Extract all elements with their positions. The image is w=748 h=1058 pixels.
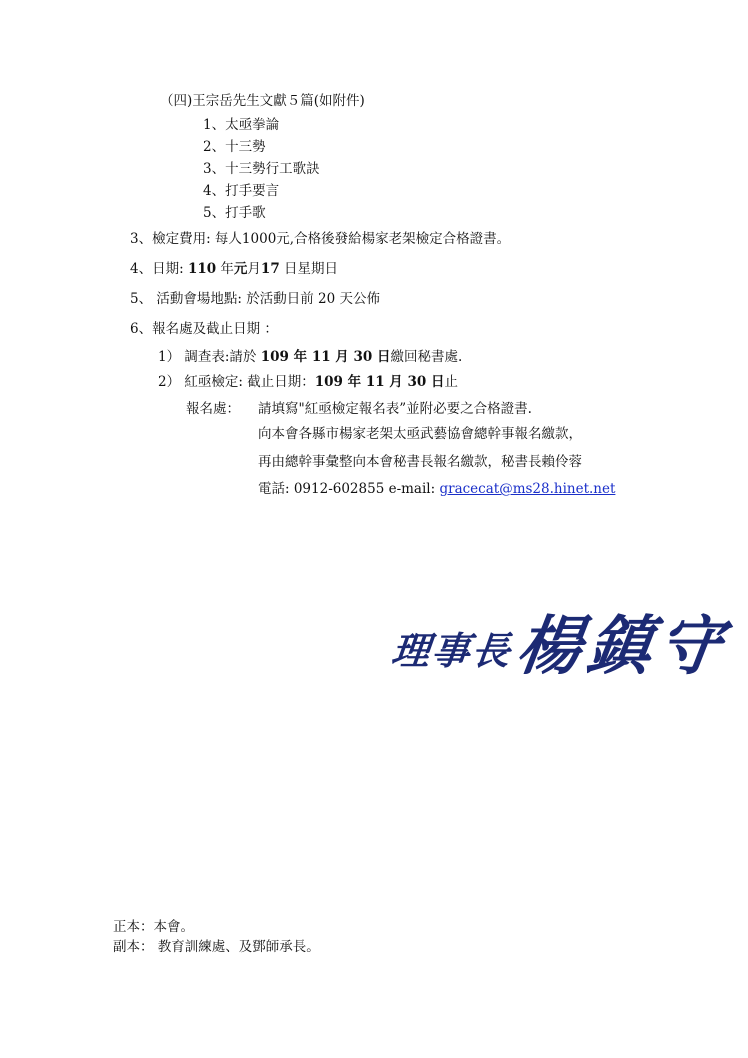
exam-label: 2） 紅亟檢定: 截止日期： — [158, 374, 315, 390]
registration-line3: 再由總幹事彙整向本會秘書長報名繳款，秘書長賴伶蓉 — [258, 454, 582, 470]
contact-line — [258, 480, 615, 498]
footer-primary: 正本：本會。 — [113, 919, 194, 935]
signature-name: 楊鎮守 — [511, 609, 733, 684]
exam-deadline — [158, 373, 458, 391]
date-item — [130, 260, 338, 278]
registration-line1: 請填寫"紅亟檢定報名表”並附必要之合格證書. — [258, 401, 532, 417]
registration-label: 報名處： — [186, 401, 240, 417]
exam-date: 109 年 11 月 30 日 — [314, 374, 445, 390]
footer-copy: 副本： 教育訓練處、及鄧師承長。 — [113, 939, 320, 955]
date-month: 元 — [233, 261, 248, 277]
list-item: 3、十三勢行工歌訣 — [203, 161, 320, 177]
venue-item: 5、 活動會場地點: 於活動日前 20 天公佈 — [130, 291, 380, 307]
date-day: 17 — [260, 261, 280, 277]
signature-title: 理事長 — [389, 628, 515, 673]
exam-suffix: 止 — [444, 374, 458, 390]
list-item: 4、打手要言 — [203, 183, 280, 199]
survey-date: 109 年 11 月 30 日 — [260, 349, 391, 365]
survey-suffix: 繳回秘書處. — [390, 349, 463, 365]
list-item: 5、打手歌 — [203, 205, 266, 221]
section4-heading: （四)王宗岳先生文獻５篇(如附件) — [160, 93, 365, 109]
email-link[interactable]: gracecat@ms28.hinet.net — [439, 481, 616, 497]
date-year-char: 年 — [216, 261, 234, 277]
date-day-suffix: 日星期日 — [279, 261, 339, 277]
date-year: 110 — [187, 261, 217, 277]
fee-item: 3、檢定費用: 每人1000元,合格後發給楊家老架檢定合格證書。 — [130, 231, 511, 247]
survey-deadline — [158, 348, 462, 366]
phone-label: 電話: 0912-602855 e-mail: — [258, 481, 440, 497]
date-month-char: 月 — [247, 261, 261, 277]
survey-label: 1） 調查表:請於 — [158, 349, 261, 365]
list-item: 1、太亟拳論 — [203, 117, 280, 133]
registration-heading: 6、報名處及截止日期 ： — [130, 321, 278, 337]
list-item: 2、十三勢 — [203, 139, 266, 155]
registration-line2: 向本會各縣市楊家老架太亟武藝協會總幹事報名繳款， — [258, 426, 582, 442]
date-label: 4、日期: — [130, 261, 188, 277]
